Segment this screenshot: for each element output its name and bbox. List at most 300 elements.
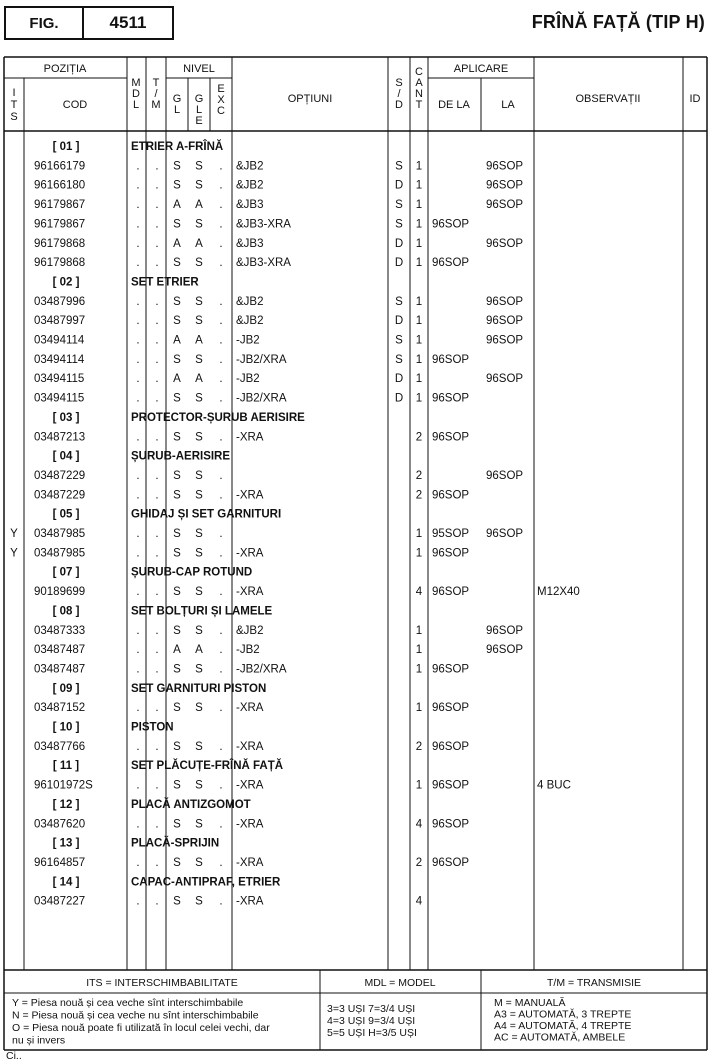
from-value: 96SOP bbox=[432, 218, 470, 231]
group-position: [ 13 ] bbox=[52, 837, 80, 850]
group-name: GHIDAJ ȘI SET GARNITURI bbox=[131, 508, 282, 521]
legend-its-line: O = Piesa nouă poate fi utilizată în locul celei vechi, dar bbox=[12, 1022, 270, 1034]
mdl-value: . bbox=[136, 160, 140, 173]
from-value: 96SOP bbox=[432, 392, 470, 405]
quantity-value: 1 bbox=[415, 353, 423, 366]
tm-value: . bbox=[155, 779, 159, 792]
header-dela: DE LA bbox=[438, 99, 470, 111]
group-position: [ 02 ] bbox=[52, 276, 80, 289]
quantity-value: 1 bbox=[415, 392, 423, 405]
from-value: 96SOP bbox=[432, 547, 470, 560]
exc-value: . bbox=[219, 392, 223, 405]
header-mdl: L bbox=[132, 99, 140, 111]
sd-value: D bbox=[394, 257, 404, 270]
tm-value: . bbox=[155, 818, 159, 831]
option-value: -JB2 bbox=[236, 334, 260, 347]
exc-value: . bbox=[219, 663, 223, 676]
mdl-value: . bbox=[136, 469, 140, 482]
tm-value: . bbox=[155, 489, 159, 502]
gl-value: S bbox=[173, 218, 181, 231]
part-code: 03487985 bbox=[34, 528, 86, 540]
option-value: &JB3-XRA bbox=[236, 218, 291, 231]
option-value: -XRA bbox=[236, 702, 264, 715]
from-value: 96SOP bbox=[432, 353, 470, 366]
part-code: 96164857 bbox=[34, 856, 86, 869]
quantity-value: 1 bbox=[415, 373, 423, 386]
quantity-value: 1 bbox=[415, 237, 423, 250]
tm-value: . bbox=[155, 199, 159, 212]
part-code: 96101972S bbox=[34, 779, 93, 792]
observation-value: M12X40 bbox=[537, 586, 580, 599]
header-aplicare: APLICARE bbox=[453, 63, 509, 75]
option-value: -JB2/XRA bbox=[236, 663, 287, 676]
exc-value: . bbox=[219, 295, 223, 308]
gle-value: A bbox=[195, 199, 203, 212]
gl-value: S bbox=[173, 489, 181, 502]
part-code: 03494115 bbox=[34, 373, 85, 386]
option-value: &JB3 bbox=[236, 199, 264, 212]
from-value: 96SOP bbox=[432, 489, 470, 502]
header-cod: COD bbox=[62, 99, 88, 111]
mdl-value: . bbox=[136, 431, 140, 444]
to-value: 96SOP bbox=[486, 528, 524, 540]
figure-number: 4511 bbox=[109, 13, 147, 32]
exc-value: . bbox=[219, 469, 223, 482]
header-cant: A bbox=[415, 77, 423, 89]
part-code: 03487985 bbox=[34, 547, 86, 560]
quantity-value: 1 bbox=[415, 702, 423, 715]
quantity-value: 1 bbox=[415, 179, 423, 192]
gl-value: S bbox=[173, 431, 181, 444]
mdl-value: . bbox=[136, 663, 140, 676]
to-value: 96SOP bbox=[486, 469, 524, 482]
option-value: &JB2 bbox=[236, 160, 264, 173]
exc-value: . bbox=[219, 199, 223, 212]
figure-label: FIG. bbox=[6, 8, 84, 38]
gl-value: S bbox=[173, 353, 181, 366]
quantity-value: 2 bbox=[415, 469, 423, 482]
to-value: 96SOP bbox=[486, 373, 524, 386]
gle-value: A bbox=[195, 644, 203, 657]
quantity-value: 2 bbox=[415, 856, 423, 869]
group-position: [ 11 ] bbox=[52, 760, 80, 773]
gl-value: S bbox=[173, 818, 181, 831]
part-code: 03494114 bbox=[34, 353, 85, 366]
part-code: 03487229 bbox=[34, 469, 86, 482]
mdl-value: . bbox=[136, 489, 140, 502]
mdl-value: . bbox=[136, 218, 140, 231]
gl-value: S bbox=[173, 547, 181, 560]
mdl-value: . bbox=[136, 392, 140, 405]
legend-its-line: N = Piesa nouă și cea veche nu sînt interschimbabile bbox=[12, 1009, 259, 1022]
option-value: -XRA bbox=[236, 489, 264, 502]
exc-value: . bbox=[219, 431, 223, 444]
tm-value: . bbox=[155, 469, 159, 482]
exc-value: . bbox=[219, 179, 223, 192]
gle-value: S bbox=[195, 547, 203, 560]
legend-its-line: Y = Piesa nouă și cea veche sînt interschimbabile bbox=[12, 997, 244, 1009]
gle-value: S bbox=[195, 295, 203, 308]
exc-value: . bbox=[219, 373, 223, 386]
group-name: SET ETRIER bbox=[131, 276, 199, 289]
part-code: 96166179 bbox=[34, 160, 86, 173]
to-value: 96SOP bbox=[486, 295, 524, 308]
tm-value: . bbox=[155, 740, 159, 753]
mdl-value: . bbox=[136, 624, 140, 637]
part-code: 03487213 bbox=[34, 431, 86, 444]
sd-value: S bbox=[395, 334, 403, 347]
option-value: -JB2 bbox=[236, 644, 260, 657]
part-code: 96166180 bbox=[34, 179, 86, 192]
sd-value: S bbox=[395, 295, 403, 308]
tm-value: . bbox=[155, 392, 159, 405]
from-value: 95SOP bbox=[432, 528, 470, 540]
sd-value: D bbox=[394, 392, 404, 405]
part-code: 96179868 bbox=[34, 257, 86, 270]
tm-value: . bbox=[155, 547, 159, 560]
gl-value: A bbox=[173, 199, 181, 212]
group-name: ȘURUB-CAP ROTUND bbox=[131, 566, 253, 579]
exc-value: . bbox=[219, 779, 223, 792]
mdl-value: . bbox=[136, 779, 140, 792]
gl-value: S bbox=[173, 257, 181, 270]
exc-value: . bbox=[219, 586, 223, 599]
exc-value: . bbox=[219, 895, 223, 908]
gl-value: S bbox=[173, 740, 181, 753]
exc-value: . bbox=[219, 257, 223, 270]
to-value: 96SOP bbox=[486, 644, 524, 657]
quantity-value: 1 bbox=[415, 257, 423, 270]
part-code: 03487227 bbox=[34, 895, 86, 908]
gle-value: S bbox=[195, 431, 203, 444]
header-tm: / bbox=[154, 88, 158, 100]
mdl-value: . bbox=[136, 353, 140, 366]
to-value: 96SOP bbox=[486, 334, 524, 347]
gl-value: S bbox=[173, 663, 181, 676]
gle-value: S bbox=[195, 740, 203, 753]
group-position: [ 05 ] bbox=[52, 508, 80, 521]
tm-value: . bbox=[155, 431, 159, 444]
part-code: 03494115 bbox=[34, 392, 85, 405]
gle-value: S bbox=[195, 895, 203, 908]
tm-value: . bbox=[155, 586, 159, 599]
from-value: 96SOP bbox=[432, 818, 470, 831]
header-optiuni: OPȚIUNI bbox=[287, 93, 333, 105]
group-position: [ 09 ] bbox=[52, 682, 80, 695]
to-value: 96SOP bbox=[486, 315, 524, 328]
tm-value: . bbox=[155, 373, 159, 386]
from-value: 96SOP bbox=[432, 856, 470, 869]
legend-tm-line: A4 = AUTOMATĂ, 4 TREPTE bbox=[494, 1020, 632, 1032]
header-exc: X bbox=[217, 94, 225, 106]
mdl-value: . bbox=[136, 237, 140, 250]
gl-value: S bbox=[173, 624, 181, 637]
from-value: 96SOP bbox=[432, 663, 470, 676]
tm-value: . bbox=[155, 895, 159, 908]
header-gl: G bbox=[172, 93, 182, 105]
header-nivel: NIVEL bbox=[183, 63, 215, 75]
exc-value: . bbox=[219, 237, 223, 250]
header-observatii: OBSERVAȚII bbox=[575, 93, 641, 105]
to-value: 96SOP bbox=[486, 237, 524, 250]
option-value: -XRA bbox=[236, 818, 264, 831]
from-value: 96SOP bbox=[432, 586, 470, 599]
part-code: 03487766 bbox=[34, 740, 86, 753]
gl-value: S bbox=[173, 586, 181, 599]
header-mdl: D bbox=[132, 88, 140, 100]
exc-value: . bbox=[219, 740, 223, 753]
quantity-value: 2 bbox=[415, 740, 423, 753]
quantity-value: 1 bbox=[415, 644, 423, 657]
option-value: &JB2 bbox=[236, 315, 264, 328]
gle-value: S bbox=[195, 624, 203, 637]
gle-value: S bbox=[195, 779, 203, 792]
mdl-value: . bbox=[136, 295, 140, 308]
exc-value: . bbox=[219, 547, 223, 560]
gle-value: S bbox=[195, 489, 203, 502]
mdl-value: . bbox=[136, 856, 140, 869]
mdl-value: . bbox=[136, 818, 140, 831]
mdl-value: . bbox=[136, 334, 140, 347]
tm-value: . bbox=[155, 702, 159, 715]
sd-value: S bbox=[395, 353, 403, 366]
option-value: &JB3-XRA bbox=[236, 257, 291, 270]
sd-value: D bbox=[394, 315, 404, 328]
option-value: -JB2/XRA bbox=[236, 353, 287, 366]
gl-value: S bbox=[173, 702, 181, 715]
gle-value: S bbox=[195, 160, 203, 173]
mdl-value: . bbox=[136, 199, 140, 212]
gl-value: A bbox=[173, 644, 181, 657]
quantity-value: 1 bbox=[415, 624, 423, 637]
from-value: 96SOP bbox=[432, 740, 470, 753]
option-value: -JB2/XRA bbox=[236, 392, 287, 405]
from-value: 96SOP bbox=[432, 431, 470, 444]
to-value: 96SOP bbox=[486, 624, 524, 637]
gl-value: A bbox=[173, 373, 181, 386]
mdl-value: . bbox=[136, 528, 140, 540]
to-value: 96SOP bbox=[486, 199, 524, 212]
legend-mdl-line: 4=3 UȘI 9=3/4 UȘI bbox=[327, 1015, 416, 1027]
part-code: 03487997 bbox=[34, 315, 86, 328]
observation-value: 4 BUC bbox=[537, 779, 571, 792]
to-value: 96SOP bbox=[486, 179, 524, 192]
header-tm: T bbox=[152, 77, 160, 89]
part-code: 03487487 bbox=[34, 663, 86, 676]
gl-value: S bbox=[173, 315, 181, 328]
gl-value: S bbox=[173, 469, 181, 482]
group-name: SET BOLȚURI ȘI LAMELE bbox=[131, 605, 273, 618]
mdl-value: . bbox=[136, 315, 140, 328]
group-name: SET GARNITURI PISTON bbox=[131, 682, 267, 695]
mdl-value: . bbox=[136, 586, 140, 599]
part-code: 03487333 bbox=[34, 624, 86, 637]
header-sd: / bbox=[397, 88, 401, 100]
sd-value: S bbox=[395, 160, 403, 173]
part-code: 03487996 bbox=[34, 295, 86, 308]
header-sd: S bbox=[395, 77, 403, 89]
gl-value: S bbox=[173, 528, 181, 540]
tm-value: . bbox=[155, 528, 159, 540]
from-value: 96SOP bbox=[432, 257, 470, 270]
header-tm: M bbox=[151, 99, 161, 111]
header-gle: L bbox=[195, 104, 203, 116]
part-code: 90189699 bbox=[34, 586, 86, 599]
part-code: 96179868 bbox=[34, 237, 86, 250]
page-title: FRÎNĂ FAȚĂ (TIP H) bbox=[531, 12, 705, 32]
legend-mdl-title: MDL = MODEL bbox=[364, 977, 436, 989]
quantity-value: 4 bbox=[415, 818, 423, 831]
mdl-value: . bbox=[136, 644, 140, 657]
exc-value: . bbox=[219, 644, 223, 657]
exc-value: . bbox=[219, 353, 223, 366]
mdl-value: . bbox=[136, 895, 140, 908]
option-value: -XRA bbox=[236, 895, 264, 908]
gle-value: S bbox=[195, 528, 203, 540]
group-position: [ 12 ] bbox=[52, 798, 80, 811]
gle-value: A bbox=[195, 334, 203, 347]
quantity-value: 4 bbox=[415, 586, 423, 599]
group-position: [ 04 ] bbox=[52, 450, 80, 463]
group-name: ȘURUB-AERISIRE bbox=[131, 450, 231, 463]
legend-mdl-line: 3=3 UȘI 7=3/4 UȘI bbox=[327, 1003, 416, 1015]
exc-value: . bbox=[219, 856, 223, 869]
group-position: [ 07 ] bbox=[52, 566, 80, 579]
gl-value: S bbox=[173, 856, 181, 869]
exc-value: . bbox=[219, 528, 223, 540]
sd-value: S bbox=[395, 218, 403, 231]
header-gle: E bbox=[195, 115, 203, 127]
sd-value: D bbox=[394, 237, 404, 250]
quantity-value: 1 bbox=[415, 295, 423, 308]
group-position: [ 14 ] bbox=[52, 876, 80, 889]
header-gle: G bbox=[194, 93, 204, 105]
header-exc: C bbox=[217, 105, 225, 117]
quantity-value: 1 bbox=[415, 218, 423, 231]
group-name: CAPAC-ANTIPRAF, ETRIER bbox=[131, 876, 281, 889]
tm-value: . bbox=[155, 160, 159, 173]
gle-value: S bbox=[195, 663, 203, 676]
gle-value: S bbox=[195, 818, 203, 831]
group-name: PLACĂ-SPRIJIN bbox=[131, 837, 220, 850]
header-its: T bbox=[10, 99, 18, 111]
legend-tm-title: T/M = TRANSMISIE bbox=[546, 977, 642, 989]
quantity-value: 2 bbox=[415, 431, 423, 444]
sd-value: D bbox=[394, 179, 404, 192]
option-value: &JB2 bbox=[236, 624, 264, 637]
group-position: [ 01 ] bbox=[52, 141, 80, 153]
quantity-value: 1 bbox=[415, 663, 423, 676]
option-value: -XRA bbox=[236, 586, 264, 599]
mdl-value: . bbox=[136, 547, 140, 560]
header-pozitia: POZIȚIA bbox=[43, 63, 87, 75]
legend-tm-line: M = MANUALĂ bbox=[494, 997, 566, 1009]
gl-value: S bbox=[173, 295, 181, 308]
group-name: PROTECTOR-ȘURUB AERISIRE bbox=[131, 411, 305, 424]
quantity-value: 1 bbox=[415, 160, 423, 173]
quantity-value: 1 bbox=[415, 315, 423, 328]
tm-value: . bbox=[155, 257, 159, 270]
header-id: ID bbox=[689, 93, 701, 105]
to-value: 96SOP bbox=[486, 160, 524, 173]
exc-value: . bbox=[219, 624, 223, 637]
exc-value: . bbox=[219, 702, 223, 715]
legend-mdl-line: 5=5 UȘI H=3/5 UȘI bbox=[327, 1027, 417, 1039]
header-cant: T bbox=[415, 99, 423, 111]
header-its: S bbox=[10, 111, 18, 123]
header-sd: D bbox=[395, 99, 403, 111]
quantity-value: 1 bbox=[415, 547, 423, 560]
mdl-value: . bbox=[136, 179, 140, 192]
mdl-value: . bbox=[136, 257, 140, 270]
tm-value: . bbox=[155, 644, 159, 657]
option-value: -XRA bbox=[236, 740, 264, 753]
its-value: Y bbox=[10, 528, 18, 540]
gle-value: S bbox=[195, 353, 203, 366]
option-value: -XRA bbox=[236, 431, 264, 444]
header-gl: L bbox=[173, 104, 181, 116]
part-code: 03487620 bbox=[34, 818, 86, 831]
sd-value: S bbox=[395, 199, 403, 212]
part-code: 03487152 bbox=[34, 702, 86, 715]
tm-value: . bbox=[155, 315, 159, 328]
gl-value: S bbox=[173, 895, 181, 908]
quantity-value: 1 bbox=[415, 779, 423, 792]
tm-value: . bbox=[155, 295, 159, 308]
group-position: [ 03 ] bbox=[52, 411, 80, 424]
tm-value: . bbox=[155, 218, 159, 231]
option-value: -XRA bbox=[236, 779, 264, 792]
quantity-value: 1 bbox=[415, 528, 423, 540]
header-mdl: M bbox=[131, 77, 141, 89]
legend-tm-line: AC = AUTOMATĂ, AMBELE bbox=[494, 1031, 626, 1044]
group-position: [ 08 ] bbox=[52, 605, 80, 618]
header-cant: N bbox=[415, 88, 423, 100]
quantity-value: 1 bbox=[415, 199, 423, 212]
legend-tm-line: A3 = AUTOMATĂ, 3 TREPTE bbox=[494, 1008, 632, 1021]
footer-fragment: Ci.. bbox=[6, 1050, 22, 1060]
gl-value: A bbox=[173, 334, 181, 347]
quantity-value: 4 bbox=[415, 895, 423, 908]
exc-value: . bbox=[219, 160, 223, 173]
option-value: -XRA bbox=[236, 547, 264, 560]
gle-value: S bbox=[195, 856, 203, 869]
group-name: ETRIER A-FRÎNĂ bbox=[131, 141, 224, 153]
from-value: 96SOP bbox=[432, 702, 470, 715]
part-code: 03487487 bbox=[34, 644, 86, 657]
tm-value: . bbox=[155, 334, 159, 347]
gle-value: A bbox=[195, 237, 203, 250]
header-exc: E bbox=[217, 83, 225, 95]
tm-value: . bbox=[155, 353, 159, 366]
gl-value: S bbox=[173, 179, 181, 192]
exc-value: . bbox=[219, 315, 223, 328]
mdl-value: . bbox=[136, 373, 140, 386]
from-value: 96SOP bbox=[432, 779, 470, 792]
tm-value: . bbox=[155, 237, 159, 250]
gle-value: S bbox=[195, 218, 203, 231]
legend-its-title: ITS = INTERSCHIMBABILITATE bbox=[86, 977, 238, 989]
exc-value: . bbox=[219, 489, 223, 502]
gle-value: S bbox=[195, 179, 203, 192]
mdl-value: . bbox=[136, 702, 140, 715]
gle-value: S bbox=[195, 586, 203, 599]
gle-value: S bbox=[195, 315, 203, 328]
gl-value: A bbox=[173, 237, 181, 250]
quantity-value: 2 bbox=[415, 489, 423, 502]
gl-value: S bbox=[173, 779, 181, 792]
gle-value: S bbox=[195, 469, 203, 482]
